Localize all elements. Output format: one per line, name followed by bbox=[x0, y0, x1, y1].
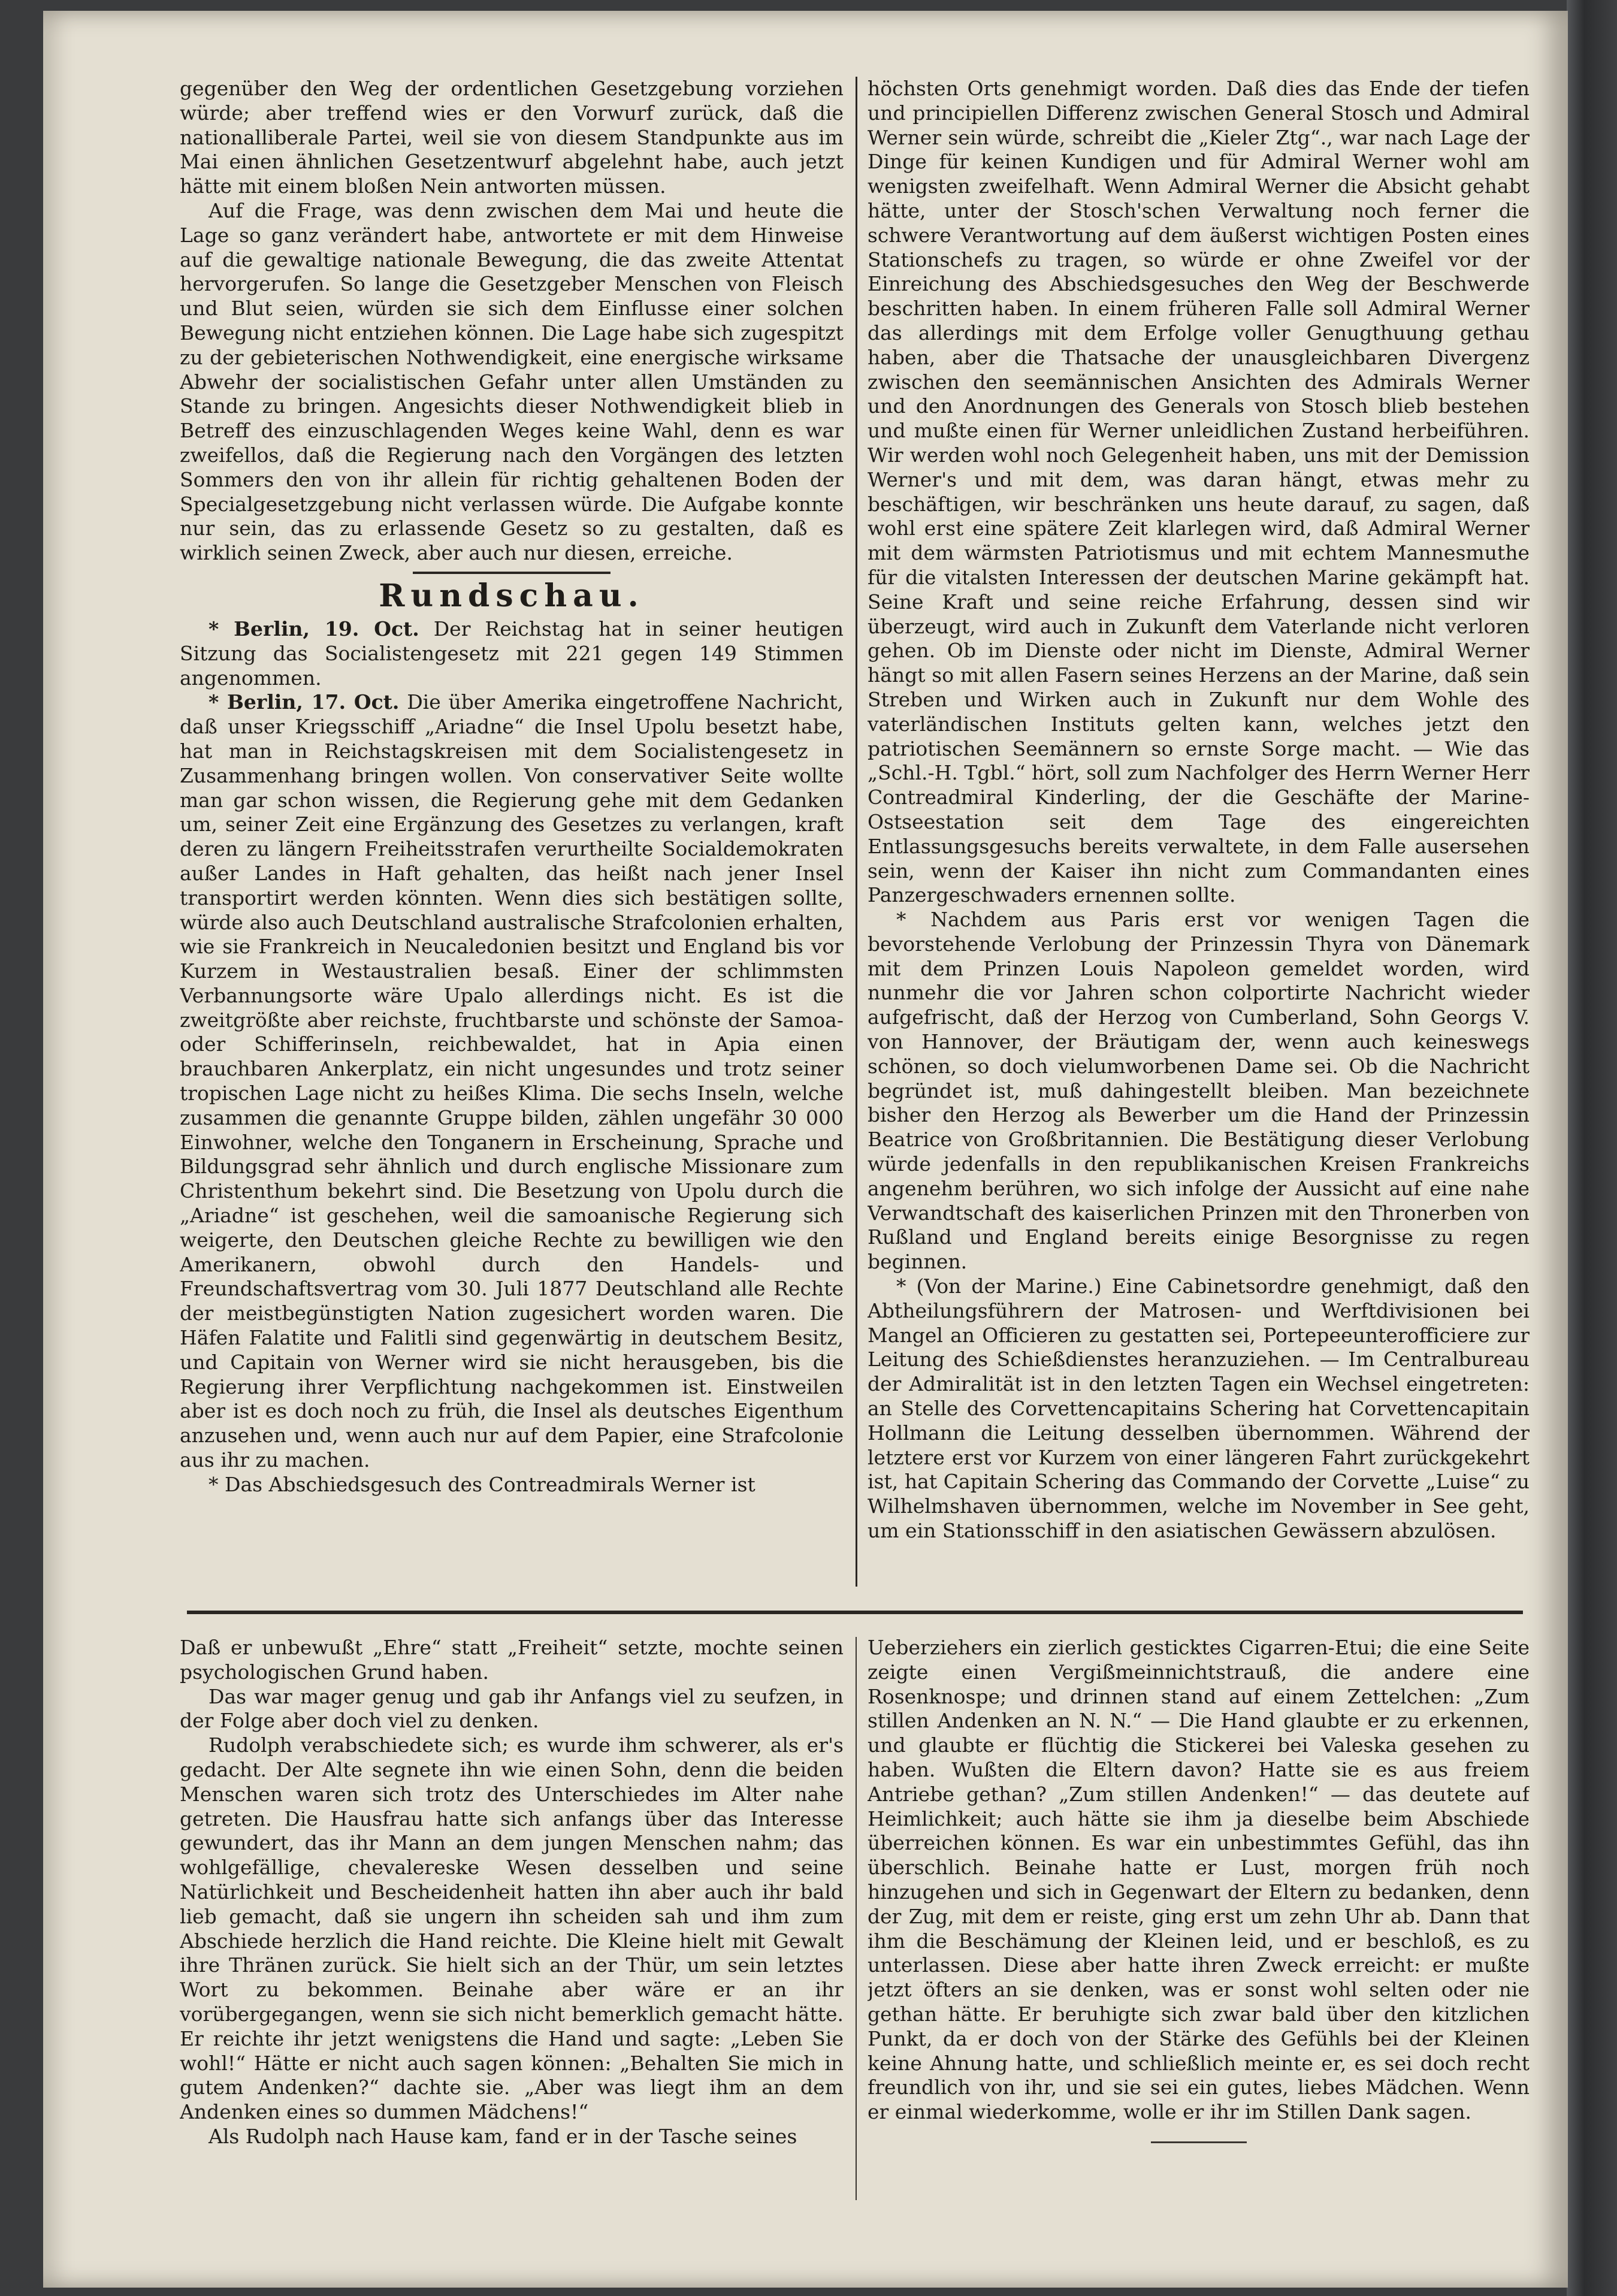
article-paragraph: Auf die Frage, was denn zwischen dem Mai und heute die Lage so ganz verändert habe, antwortete er mit dem Hinweise auf die gewaltige nationale Bewegung, die das zweite Attentat hervorgerufen. So lange die Gesetzgeber Menschen von Fleisch und Blut seien, würden sie sich dem Einflusse einer solchen Bewegung nicht entziehen können. Die Lage habe sich zugespitzt zu der gebieterischen Nothwendigkeit, eine energische wirksame Abwehr der socialistischen Gefahr unter allen Umständen zu Stande zu bringen. Angesichts dieser Nothwendigkeit blieb in Betreff des einzuschlagenden Weges keine Wahl, denn es war zweifellos, daß die Regierung nach den Vorgängen des letzten Sommers den von ihr allein für richtig gehaltenen Boden der Specialgesetzgebung nicht verlassen würde. Die Aufgabe konnte nur sein, das zu erlassende Gesetz so zu gestalten, daß es wirklich seinen Zweck, aber auch nur diesen, erreiche. bbox=[180, 198, 844, 565]
story-paragraph: Ueberziehers ein zierlich gesticktes Cigarren-Etui; die eine Seite zeigte einen Vergißmeinnichtstrauß, die andere eine Rosenknospe; und drinnen stand auf einem Zettelchen: „Zum stillen Andenken an N. N.“ — Die Hand glaubte er zu erkennen, und glaubte er flüchtig die Stickerei bei Valeska gesehen zu haben. Wußten die Eltern davon? Hatte sie es aus freiem Antriebe gethan? „Zum stillen Andenken!“ — das deutete auf Heimlichkeit; auch hätte sie ihm ja dieselbe beim Abschiede überreichen können. Es war ein unbestimmtes Gefühl, das ihn überschlich. Beinahe hatte er Lust, morgen früh noch hinzugehen und sich in Gegenwart der Eltern zu bedanken, denn der Zug, mit dem er reiste, ging erst um zehn Uhr ab. Dann that ihm die Beschämung der Kleinen leid, und er beschloß, es zu unterlassen. Diese aber hatte ihren Zweck erreicht: er mußte jetzt öfters an sie denken, was er sonst wohl selten oder nie gethan hätte. Er beruhigte sich zwar bald über den kitzlichen Punkt, da er doch von der Stärke des Gefühls bei der Kleinen keine Ahnung hatte, und schließlich meinte er, es sei doch recht freundlich von ihr, und sie sei ein gutes, liebes Mädchen. Wenn er einmal wiederkomme, wolle er ihr im Stillen Dank sagen. bbox=[868, 1636, 1530, 2124]
section-heading-rundschau: Rundschau. bbox=[379, 577, 645, 614]
news-item-text: Der Reichstag hat in seiner heutigen Sitzung das Socialistengesetz mit 221 gegen 149 Stimmen angenommen. bbox=[180, 617, 844, 690]
story-paragraph: Das war mager genug und gab ihr Anfangs viel zu seufzen, in der Folge aber doch viel zu denken. bbox=[180, 1684, 844, 1733]
dateline: * Berlin, 17. Oct. bbox=[208, 690, 400, 714]
story-paragraph: Als Rudolph nach Hause kam, fand er in der Tasche seines bbox=[208, 2124, 797, 2148]
news-item-thyra: * Nachdem aus Paris erst vor wenigen Tagen die bevorstehende Verlobung der Prinzessin Thyra von Dänemark mit dem Prinzen Louis Napoleon gemeldet worden, wird nunmehr die vor Jahren schon colportirte Nachricht wieder aufgefrischt, daß der Herzog von Cumberland, Sohn Georgs V. von Hannover, der Bräutigam der, wenn auch keineswegs schönen, so doch vielumworbenen Dame sei. Ob die Nachricht begründet ist, muß dahingestellt bleiben. Man bezeichnete bisher den Herzog als Bewerber um die Hand der Prinzessin Beatrice von Großbritannien. Die Bestätigung dieser Verlobung würde jedenfalls in den republikanischen Kreisen Frankreichs angenehm berühren, wo sich infolge der Aussicht auf eine nahe Verwandtschaft des kaiserlichen Prinzen mit den Thronerben von Rußland und England bereits einige Besorgnisse zu regen beginnen. bbox=[868, 908, 1530, 1274]
news-item-berlin-17 bbox=[180, 690, 844, 1473]
news-item-berlin-19 bbox=[180, 617, 844, 690]
dateline: * Berlin, 19. Oct. bbox=[208, 617, 419, 641]
story-end-rule bbox=[1151, 2141, 1247, 2143]
news-column-right bbox=[868, 77, 1530, 1589]
story-paragraph: Daß er unbewußt „Ehre“ statt „Freiheit“ setzte, mochte seinen psychologischen Grund haben. bbox=[180, 1636, 844, 1684]
section-divider bbox=[413, 572, 610, 574]
article-paragraph: höchsten Orts genehmigt worden. Daß dies das Ende der tiefen und principiellen Differenz zwischen General Stosch und Admiral Werner sein würde, schreibt die „Kieler Ztg“., war nach Lage der Dinge für keinen Kundigen und für Admiral Werner wohl am wenigsten zweifelhaft. Wenn Admiral Werner die Absicht gehabt hätte, unter der Stosch'schen Verwaltung noch ferner die schwere Verantwortung auf dem äußerst wichtigen Posten eines Stationschefs zu tragen, so würde er ohne Zweifel vor der Einreichung des Abschiedsgesuches den Weg der Beschwerde beschritten haben. In einem früheren Falle soll Admiral Werner das allerdings mit dem Erfolge voller Genugthuung gethau haben, aber die Thatsache der unausgleichbaren Divergenz zwischen den seemännischen Ansichten des Admirals Werner und den Anordnungen des Generals von Stosch blieb bestehen und mußte einen für Werner unleidlichen Zustand herbeiführen. Wir werden wohl noch Gelegenheit haben, uns mit der Demission Werner's und mit dem, was daran hängt, etwas mehr zu beschäftigen, wir beschränken uns heute darauf, zu sagen, daß wohl erst eine spätere Zeit klarlegen wird, daß Admiral Werner mit dem wärmsten Patriotismus und mit echtem Mannesmuthe für die vitalsten Interessen der deutschen Marine gekämpft hat. Seine Kraft und seine reiche Erfahrung, dessen sind wir überzeugt, wird auch in Zukunft dem Vaterlande nicht verloren gehen. Ob im Dienste oder nicht im Dienste, Admiral Werner hängt so mit allen Fasern seines Herzens an der Marine, daß sein Streben und Wirken auch in Zukunft nur dem Wohle des vaterländischen Instituts gelten kann, welches jetzt den patriotischen Seemännern so ernste Sorge macht. — Wie das „Schl.-H. Tgbl.“ hört, soll zum Nachfolger des Herrn Werner Herr Contreadmiral Kinderling, der die Geschäfte der Marine-Ostseestation seit dem Tage des eingereichten Entlassungsgesuchs bereits verwaltete, in dem Falle ausersehen sein, wenn der Kaiser ihn nicht zum Commandanten eines Panzergeschwaders ernennen sollte. bbox=[868, 77, 1530, 907]
feuilleton-column-right bbox=[868, 1636, 1530, 2199]
column-divider-bottom bbox=[856, 1637, 857, 2200]
feuilleton-separator-rule bbox=[187, 1611, 1523, 1614]
feuilleton-column-left bbox=[180, 1636, 844, 2199]
story-paragraph: Rudolph verabschiedete sich; es wurde ihm schwerer, als er's gedacht. Der Alte segnete ihn wie einen Sohn, denn die beiden Menschen waren sich trotz des Unterschiedes im Alter nahe getreten. Die Hausfrau hatte sich anfangs über das Interesse gewundert, das ihr Mann an dem jungen Menschen nahm; das wohlgefällige, chevalereske Wesen desselben und seine Natürlichkeit und Bescheidenheit hatten ihn aber auch ihr bald lieb gemacht, daß sie ungern ihn scheiden sah und ihm zum Abschiede herzlich die Hand reichte. Die Kleine hielt mit Gewalt ihre Thränen zurück. Sie hielt sich an der Thür, um sein letztes Wort zu bekommen. Beinahe aber wäre er an ihr vorübergegangen, wenn sie sich nicht bemerklich gemacht hätte. Er reichte ihr jetzt wenigstens die Hand und sagte: „Leben Sie wohl!“ Hätte er nicht auch sagen können: „Behalten Sie mich in gutem Andenken?“ dachte sie. „Aber was liegt ihm an dem Andenken eines so dummen Mädchens!“ bbox=[180, 1733, 844, 2124]
news-column-left bbox=[180, 77, 844, 1589]
news-item-werner-start: * Das Abschiedsgesuch des Contreadmirals Werner ist bbox=[208, 1472, 755, 1496]
news-item-text: Die über Amerika eingetroffene Nachricht, daß unser Kriegsschiff „Ariadne“ die Insel Upolu besetzt habe, hat man in Reichstagskreisen mit dem Socialistengesetz in Zusammenhang bringen wollen. Von conservativer Seite wollte man gar schon wissen, die Regierung gehe mit dem Gedanken um, seiner Zeit eine Ergänzung des Gesetzes zu verlangen, kraft deren zu längern Freiheitsstrafen verurtheilte Socialdemokraten außer Landes in Haft gehalten, das heißt nach jener Insel transportirt werden könnten. Wenn dies sich bestätigen sollte, würde also auch Deutschland australische Strafcolonien erhalten, wie sie Frankreich in Neucaledonien besitzt und England bis vor Kurzem in Westaustralien besaß. Einer der schlimmsten Verbannungsorte wäre Upalo allerdings nicht. Es ist die zweitgrößte aber reichste, fruchtbarste und schönste der Samoa- oder Schifferinseln, reichbewaldet, hat in Apia einen brauchbaren Ankerplatz, ein nicht ungesundes und trotz seiner tropischen Lage nicht zu heißes Klima. Die sechs Inseln, welche zusammen die genannte Gruppe bilden, zählen ungefähr 30 000 Einwohner, welche den Tonganern in Erscheinung, Sprache und Bildungsgrad sehr ähnlich und durch englische Missionare zum Christenthum bekehrt sind. Die Besetzung von Upolu durch die „Ariadne“ ist geschehen, weil die samoanische Regierung sich weigerte, den Deutschen gleiche Rechte zu bewilligen wie den Amerikanern, obwohl durch den Handels- und Freundschaftsvertrag vom 30. Juli 1877 Deutschland alle Rechte der meistbegünstigten Nation zugesichert worden waren. Die Häfen Falatite und Falitli sind gegenwärtig in deutschem Besitz, und Capitain von Werner wird sie nicht herausgeben, bis die Regierung ihrer Verpflichtung nachgekommen ist. Einstweilen aber ist es doch noch zu früh, die Insel als deutsches Eigenthum anzusehen und, wenn auch nur auf dem Papier, eine Strafcolonie aus ihr zu machen. bbox=[180, 690, 844, 1472]
article-paragraph: gegenüber den Weg der ordentlichen Gesetzgebung vorziehen würde; aber treffend wies er den Vorwurf zurück, daß die nationalliberale Partei, weil sie von diesem Standpunkte aus im Mai einen ähnlichen Gesetzentwurf abgelehnt habe, auch jetzt hätte mit einem bloßen Nein antworten müssen. bbox=[180, 77, 844, 198]
scan-background-edge bbox=[1567, 0, 1617, 2296]
column-divider-top bbox=[856, 77, 857, 1587]
news-item-marine: * (Von der Marine.) Eine Cabinetsordre genehmigt, daß den Abtheilungsführern der Matrosen- und Werftdivisionen bei Mangel an Officieren zu gestatten sei, Portepeeunterofficiere zur Leitung des Schießdienstes heranzuziehen. — Im Centralbureau der Admiralität ist in den letzten Tagen ein Wechsel eingetreten: an Stelle des Corvettencapitains Schering hat Corvettencapitain Hollmann die Leitung desselben übernommen. Während der letztere erst vor Kurzem von einer längeren Fahrt zurückgekehrt ist, hat Capitain Schering das Commando der Corvette „Luise“ zu Wilhelmshaven übernommen, welche im November in See geht, um ein Stationsschiff in den asiatischen Gewässern abzulösen. bbox=[868, 1274, 1530, 1543]
